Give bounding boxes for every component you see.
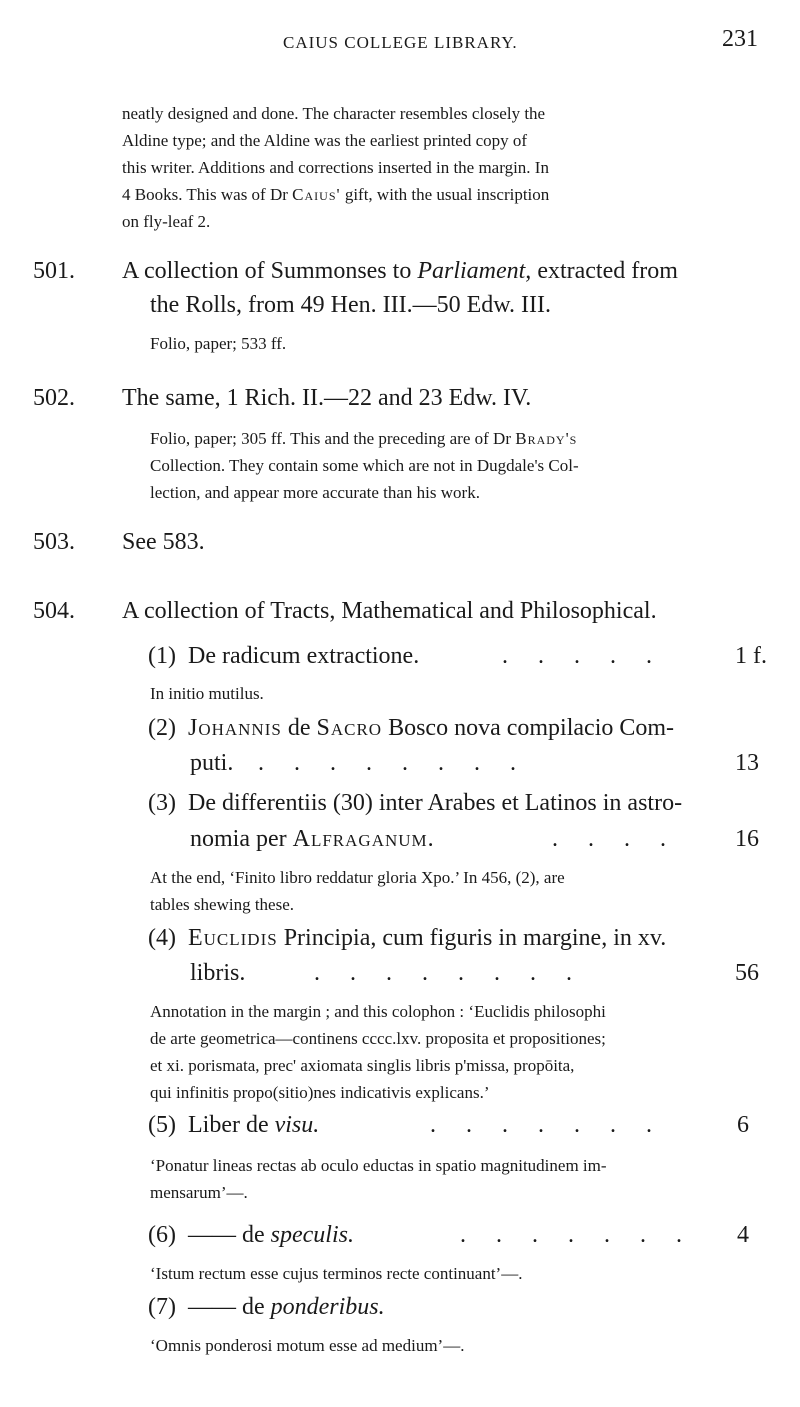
leader-dots: . . . . .	[502, 643, 664, 669]
item-line: nomia per Alfraganum.	[190, 826, 435, 852]
folio-count: 56	[735, 960, 759, 986]
entry-title: See 583.	[122, 529, 205, 555]
donor-name: Caius'	[292, 185, 341, 204]
entry-title: The same, 1 Rich. II.—22 and 23 Edw. IV.	[122, 385, 532, 411]
folio-count: 16	[735, 826, 759, 852]
entry-number: 503.	[33, 529, 75, 555]
page-number: 231	[722, 26, 758, 52]
leader-dots: . . . . . . .	[460, 1222, 694, 1248]
leader-dots: . . . . . . . .	[258, 750, 528, 776]
item-note: At the end, ‘Finito libro reddatur gloria Xpo.’ In 456, (2), are tables shewing these.	[150, 868, 565, 914]
note-line: this writer. Additions and corrections inserted in the margin. In	[122, 158, 549, 177]
item-note: In initio mutilus.	[150, 684, 264, 703]
entry-title-line: the Rolls, from 49 Hen. III.—50 Edw. III.	[150, 292, 552, 318]
note-line: 4 Books. This was of Dr Caius' gift, with the usual inscription	[122, 185, 550, 204]
folio-count: 6	[737, 1112, 749, 1138]
tract-item: (4) Euclidis Principia, cum figuris in margine, in xv.	[148, 925, 667, 951]
entry-number: 502.	[33, 385, 75, 411]
folio-count: 13	[735, 750, 759, 776]
folio-count: 1 f.	[735, 643, 767, 669]
leader-dots: . . . . . . .	[430, 1112, 664, 1138]
item-note: ‘Istum rectum esse cujus terminos recte continuant’—.	[150, 1264, 523, 1283]
entry-meta: Folio, paper; 305 ff. This and the preceding are of Dr Brady's Collection. They contain some which are not in Dugdale's Col- lection, and appear more accurate than his work.	[150, 429, 579, 502]
entry-number: 504.	[33, 598, 75, 624]
note-line: neatly designed and done. The character resembles closely the	[122, 104, 546, 123]
item-note: ‘Ponatur lineas rectas ab oculo eductas in spatio magnitudinem im- mensarum’—.	[150, 1156, 607, 1202]
tract-item: (1) De radicum extractione.	[148, 643, 420, 669]
folio-count: 4	[737, 1222, 749, 1248]
item-note: ‘Omnis ponderosi motum esse ad medium’—.	[150, 1336, 465, 1355]
tract-item: (7) —— de ponderibus.	[148, 1294, 385, 1320]
entry-title: A collection of Summonses to Parliament, extracted from	[122, 258, 678, 284]
tract-item: (6) —— de speculis.	[148, 1222, 354, 1248]
tract-item: (5) Liber de visu.	[148, 1112, 320, 1138]
leader-dots: . . . . . . . .	[314, 960, 584, 986]
running-title: CAIUS COLLEGE LIBRARY.	[283, 33, 518, 52]
entry-meta: Folio, paper; 533 ff.	[150, 334, 287, 353]
note-line: on fly-leaf 2.	[122, 212, 211, 231]
item-line: puti.	[190, 750, 234, 776]
entry-number: 501.	[33, 258, 75, 284]
entry-title: A collection of Tracts, Mathematical and Philosophical.	[122, 598, 657, 624]
note-line: Aldine type; and the Aldine was the earliest printed copy of	[122, 131, 528, 150]
item-note: Annotation in the margin ; and this colophon : ‘Euclidis philosophi de arte geometrica—continens cccc.lxv. proposita et propositiones; et xi. porismata, prec' axiomata singlis libris p'missa, propōita, qui infinitis propo(sitio)nes indicativis explicans.’	[150, 1002, 606, 1102]
leader-dots: . . . .	[552, 826, 678, 852]
tract-item: (2) Johannis de Sacro Bosco nova compilacio Com-	[148, 715, 675, 741]
tract-item: (3) De differentiis (30) inter Arabes et Latinos in astro-	[148, 790, 683, 816]
preface-note	[122, 100, 782, 235]
item-line: libris.	[190, 960, 246, 986]
